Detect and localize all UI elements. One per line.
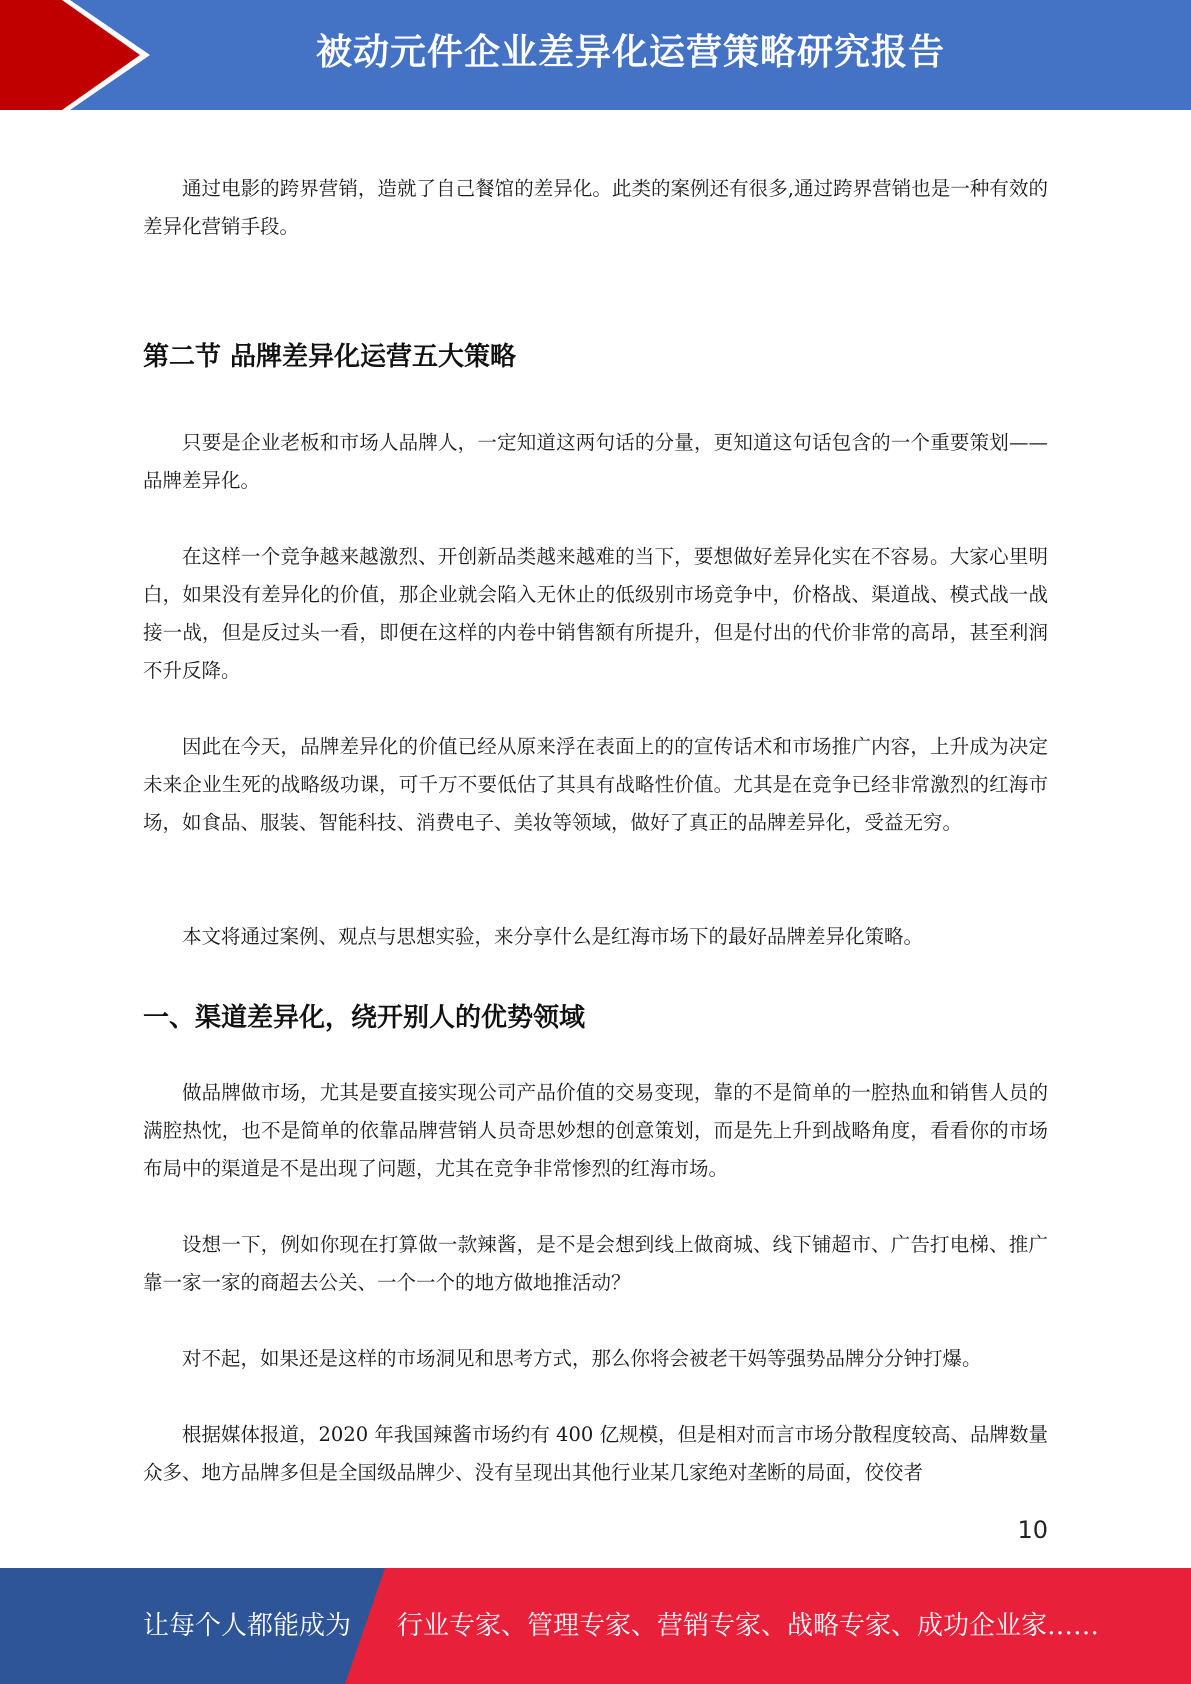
footer-slogan-left: 让每个人都能成为 (143, 1611, 352, 1641)
paragraph-article-purpose: 本文将通过案例、观点与思想实验，来分享什么是红海市场下的最好品牌差异化策略。 (182, 925, 924, 948)
paragraph-cross-marketing: 通过电影的跨界营销，造就了自己餐馆的差异化。此类的案例还有很多,通过跨界营销也是一种有效的差异化营销手段。 (143, 177, 1048, 238)
paragraph-competition: 在这样一个竞争越来越激烈、开创新品类越来越难的当下，要想做好差异化实在不容易。大家心里明白，如果没有差异化的价值，那企业就会陷入无休止的低级别市场竞争中，价格战、渠道战、模式战一战接一战，但是反过头一看，即便在这样的内卷中销售额有所提升，但是付出的代价非常的高昂，甚至利润不升反降。 (143, 545, 1048, 682)
paragraph-channel-strategy: 做品牌做市场，尤其是要直接实现公司产品价值的交易变现，靠的不是简单的一腔热血和销售人员的满腔热忱，也不是简单的依靠品牌营销人员奇思妙想的创意策划，而是先上升到战略角度，看看你的市场布局中的渠道是不是出现了问题，尤其在竞争非常惨烈的红海市场。 (143, 1081, 1048, 1180)
paragraph-strategic-value: 因此在今天，品牌差异化的价值已经从原来浮在表面上的的宣传话术和市场推广内容，上升成为决定未来企业生死的战略级功课，可千万不要低估了其具有战略性价值。尤其是在竞争已经非常激烈的红海市场，如食品、服装、智能科技、消费电子、美妆等领域，做好了真正的品牌差异化，受益无穷。 (143, 735, 1048, 834)
page-number: 10 (1017, 1516, 1048, 1544)
paragraph-brand-intro: 只要是企业老板和市场人品牌人，一定知道这两句话的分量，更知道这句话包含的一个重要策划——品牌差异化。 (143, 431, 1048, 492)
paragraph-hot-sauce-example: 设想一下，例如你现在打算做一款辣酱，是不是会想到线上做商城、线下铺超市、广告打电梯、推广靠一家一家的商超去公关、一个一个的地方做地推活动？ (143, 1233, 1048, 1294)
footer-slogan-right: 行业专家、管理专家、营销专家、战略专家、成功企业家…… (397, 1611, 1100, 1641)
paragraph-warning: 对不起，如果还是这样的市场洞见和思考方式，那么你将会被老干妈等强势品牌分分钟打爆。 (182, 1347, 982, 1370)
paragraph-market-data: 根据媒体报道，2020 年我国辣酱市场约有 400 亿规模，但是相对而言市场分散程度较高、品牌数量众多、地方品牌多但是全国级品牌少、没有呈现出其他行业某几家绝对垄断的局面，佼佼者 (143, 1423, 1048, 1484)
section-heading: 第二节 品牌差异化运营五大策略 (143, 342, 517, 372)
report-title: 被动元件企业差异化运营策略研究报告 (315, 32, 945, 73)
page-footer (0, 1568, 1191, 1684)
subsection-heading: 一、渠道差异化，绕开别人的优势领域 (143, 1003, 586, 1033)
page-header (0, 0, 1191, 110)
